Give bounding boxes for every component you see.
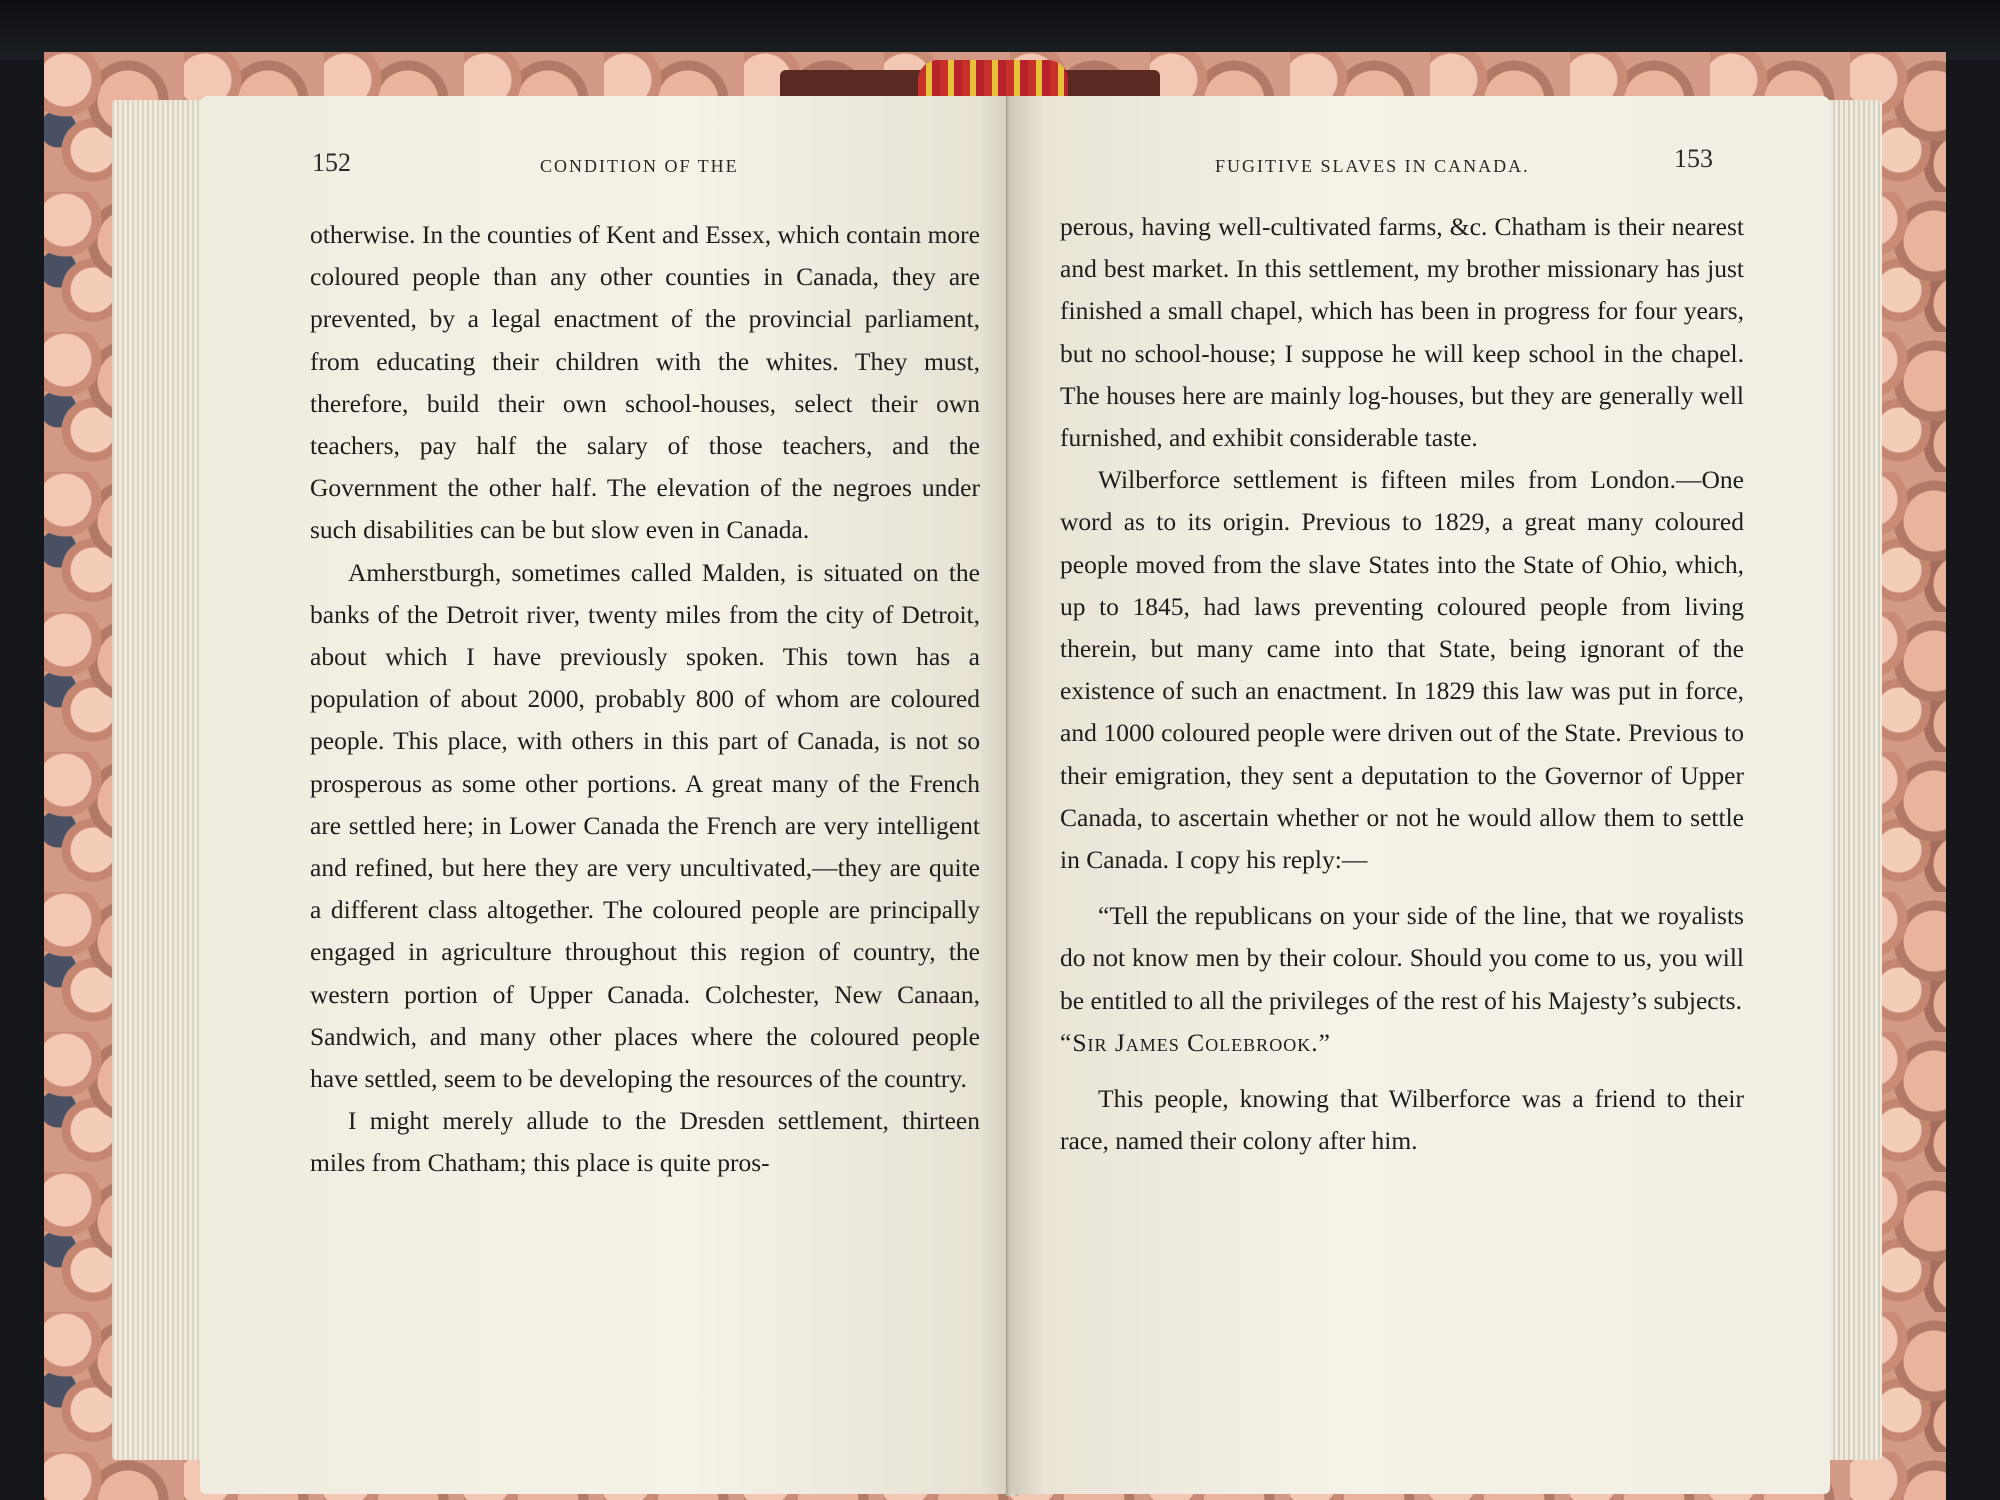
quote-signature: “Sir James Colebrook.” — [1060, 1027, 1331, 1057]
paragraph: I might merely allude to the Dresden settlement, thirteen miles from Chatham; this place is quite pros- — [310, 1106, 980, 1178]
page-number: 152 — [312, 148, 351, 177]
paragraph: perous, having well-cultivated farms, &c. Chatham is their nearest and best market. In this settlement, my brother missionary has just finished a small chapel, which has been in progress for four years, but no school-house; I suppose he will keep school in the chapel. The houses here are mainly log-houses, but they are generally well furnished, and exhibit considerable taste. — [1060, 212, 1744, 453]
paragraph: Wilberforce settlement is fifteen miles from London.—One word as to its origin. Previous to 1829, a great many coloured people moved from the slave States into the State of Ohio, which, up to 1845, had laws preventing coloured people from living therein, but many came into that State, being ignorant of the existence of such an enactment. In 1829 this law was put in force, and 1000 coloured people were driven out of the State. Previous to their emigration, they sent a deputation to the Governor of Upper Canada, to ascertain whether or not he would allow them to settle in Canada. I copy his reply:— — [1060, 465, 1744, 875]
paragraph: otherwise. In the counties of Kent and Essex, which contain more coloured people than any other counties in Canada, they are prevented, by a legal enactment of the provincial parliament, from educating their children with the whites. They must, therefore, build their own school-houses, select their own teachers, pay half the salary of those teachers, and the Government the other half. The elevation of the negroes under such disabilities can be but slow even in Canada. — [310, 220, 980, 545]
running-header: CONDITION OF THE — [540, 156, 739, 176]
paragraph: This people, knowing that Wilberforce was a friend to their race, named their colony after him. — [1060, 1084, 1744, 1156]
page-number: 153 — [1674, 144, 1713, 173]
right-page — [1010, 96, 1830, 1494]
page-body — [310, 214, 980, 1185]
block-quote: “Tell the republicans on your side of the line, that we royalists do not know men by their colour. Should you come to us, you will be entitled to all the privileges of the rest of his Majesty’s subjects. — [1060, 901, 1744, 1015]
left-page — [200, 96, 1020, 1494]
paragraph: Amherstburgh, sometimes called Malden, is situated on the banks of the Detroit river, twenty miles from the city of Detroit, about which I have previously spoken. This town has a population of about 2000, probably 800 of whom are coloured people. This place, with others in this part of Canada, is not so prosperous as some other portions. A great many of the French are settled here; in Lower Canada the French are very intelligent and refined, but here they are very uncultivated,—they are quite a different class altogether. The coloured people are principally engaged in agriculture throughout this region of country, the western portion of Upper Canada. Colchester, New Canaan, Sandwich, and many other places where the coloured people have settled, seem to be developing the resources of the country. — [310, 557, 980, 1094]
running-header: FUGITIVE SLAVES IN CANADA. — [1215, 156, 1530, 176]
page-body — [1060, 206, 1744, 1162]
background-strip — [0, 0, 2000, 60]
